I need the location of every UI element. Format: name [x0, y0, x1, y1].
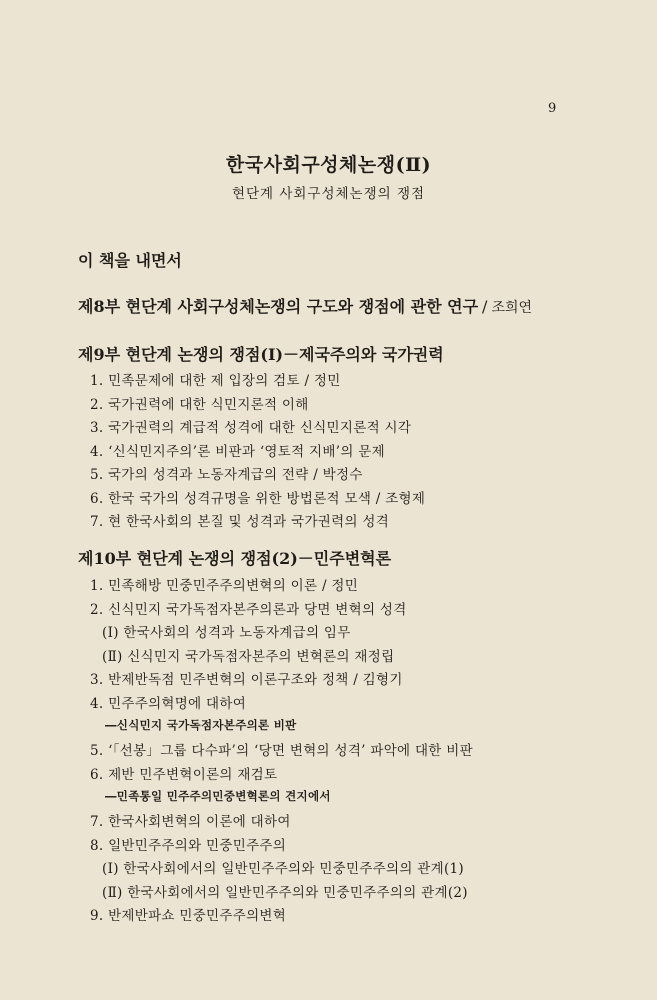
- part10-heading: 제10부 현단계 논쟁의 쟁점(2)－민주변혁론: [78, 549, 392, 568]
- part10-item: 5. ‘「선봉」그룹 다수파’의 ‘당면 변혁의 성격’ 파악에 대한 비판: [90, 743, 473, 759]
- part9-item: 4. ‘신식민지주의’론 비판과 ‘영토적 지배’의 문제: [90, 444, 385, 460]
- part10-item: 4. 민주주의혁명에 대하여: [90, 696, 247, 712]
- part10-subitem: (Ⅰ) 한국사회에서의 일반민주주의와 민중민주주의의 관계(1): [102, 861, 464, 877]
- part8-heading: [78, 294, 532, 317]
- part10-item: 2. 신식민지 국가독점자본주의론과 당면 변혁의 성격: [90, 602, 407, 618]
- part9-item: 7. 현 한국사회의 본질 및 성격과 국가권력의 성격: [90, 514, 390, 530]
- part9-item: 2. 국가권력에 대한 식민지론적 이해: [90, 397, 309, 413]
- part10-item-note: ―신식민지 국가독점자본주의론 비판: [105, 718, 297, 732]
- part9-heading: 제9부 현단계 논쟁의 쟁점(Ⅰ)－제국주의와 국가권력: [78, 345, 444, 364]
- part10-item: 1. 민족해방 민중민주주의변혁의 이론 / 정민: [90, 578, 359, 594]
- part9-item: 5. 국가의 성격과 노동자계급의 전략 / 박정수: [90, 467, 363, 483]
- part10-item: 9. 반제반파쇼 민중민주주의변혁: [90, 908, 287, 924]
- part9-item: 1. 민족문제에 대한 제 입장의 검토 / 정민: [90, 373, 341, 389]
- part10-item: 8. 일반민주주의와 민중민주주의: [90, 838, 287, 854]
- part9-item: 3. 국가권력의 계급적 성격에 대한 신식민지론적 시각: [90, 420, 412, 436]
- part10-item: 7. 한국사회변혁의 이론에 대하여: [90, 814, 291, 830]
- page-number: 9: [548, 101, 557, 116]
- book-subtitle: 현단계 사회구성체논쟁의 쟁점: [231, 186, 426, 202]
- preface-heading: 이 책을 내면서: [78, 251, 182, 270]
- part10-subitem: (Ⅱ) 한국사회에서의 일반민주주의와 민중민주주의의 관계(2): [102, 885, 468, 901]
- part10-subitem: (Ⅰ) 한국사회의 성격과 노동자계급의 임무: [102, 625, 351, 641]
- part10-subitem: (Ⅱ) 신식민지 국가독점자본주의 변혁론의 재정립: [102, 649, 395, 665]
- part8-author: 조희연: [491, 300, 533, 316]
- part8-title: 제8부 현단계 사회구성체논쟁의 구도와 쟁점에 관한 연구: [78, 297, 479, 316]
- author-separator: /: [482, 297, 488, 316]
- part10-item: 6. 제반 민주변혁이론의 재검토: [90, 767, 278, 783]
- book-title: 한국사회구성체논쟁(Ⅱ): [225, 154, 432, 176]
- part10-item-note: ―민족통일 민주주의민중변혁론의 견지에서: [105, 789, 331, 803]
- part10-item: 3. 반제반독점 민주변혁의 이론구조와 정책 / 김형기: [90, 672, 403, 688]
- part9-item: 6. 한국 국가의 성격규명을 위한 방법론적 모색 / 조형제: [90, 491, 426, 507]
